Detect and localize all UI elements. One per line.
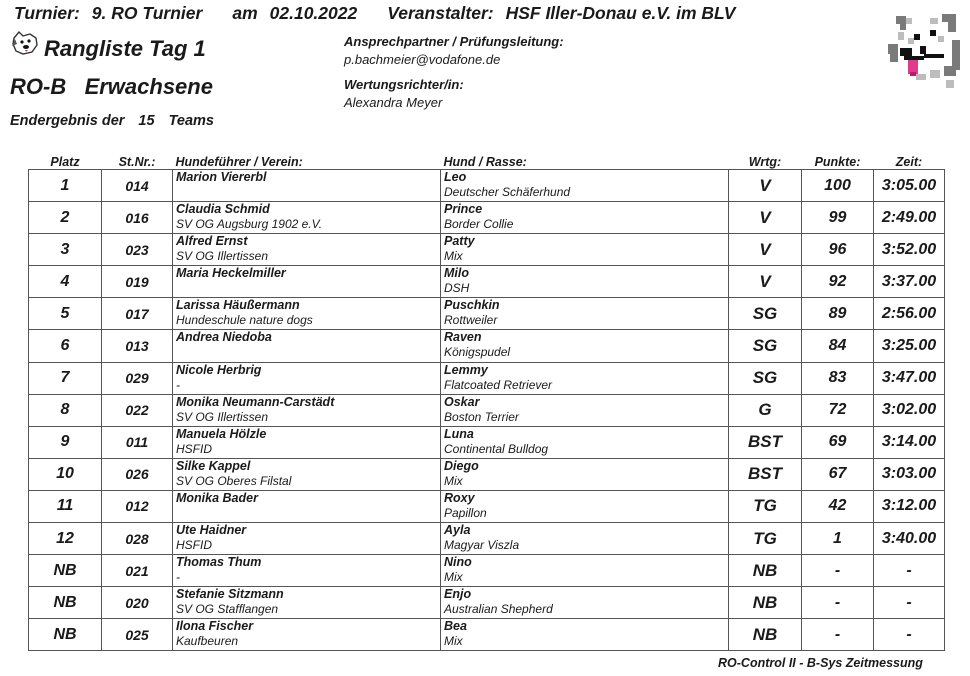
time-cell: 3:25.00 — [874, 330, 945, 362]
table-row — [29, 458, 945, 490]
handler-cell — [173, 426, 441, 458]
result-summary — [10, 113, 214, 129]
start-no-cell: 029 — [102, 362, 173, 394]
dog-name: Bea — [444, 619, 467, 634]
points-cell: 99 — [802, 202, 874, 234]
place-cell: 8 — [29, 394, 102, 426]
handler-club: HSFID — [176, 538, 212, 553]
table-row — [29, 266, 945, 298]
dog-cell — [441, 523, 729, 555]
dog-cell — [441, 555, 729, 587]
handler-club: HSFID — [176, 441, 212, 456]
handler-cell — [173, 587, 441, 619]
handler-cell — [173, 458, 441, 490]
table-row — [29, 555, 945, 587]
points-cell: 83 — [802, 362, 874, 394]
points-cell: 84 — [802, 330, 874, 362]
time-cell: - — [874, 619, 945, 651]
handler-club: - — [176, 570, 180, 585]
dog-cell — [441, 587, 729, 619]
start-no-cell: 020 — [102, 587, 173, 619]
rating-cell: V — [729, 170, 802, 202]
time-cell: 3:14.00 — [874, 426, 945, 458]
handler-cell — [173, 298, 441, 330]
dog-breed: Continental Bulldog — [444, 441, 549, 456]
points-cell: 89 — [802, 298, 874, 330]
time-cell: - — [874, 587, 945, 619]
rating-cell: TG — [729, 490, 802, 522]
dog-name: Luna — [444, 426, 474, 441]
organizer-name: HSF Iller-Donau e.V. im BLV — [505, 3, 736, 23]
dog-cell — [441, 170, 729, 202]
start-no-cell: 014 — [102, 170, 173, 202]
time-cell: 3:52.00 — [874, 234, 945, 266]
rating-cell: SG — [729, 330, 802, 362]
handler-name: Silke Kappel — [176, 458, 251, 473]
handler-club: Hundeschule nature dogs — [176, 313, 313, 328]
handler-name: Ute Haidner — [176, 523, 247, 538]
dog-name: Leo — [444, 170, 467, 184]
time-cell: 3:03.00 — [874, 458, 945, 490]
dog-breed: Deutscher Schäferhund — [444, 185, 571, 199]
class-name: Erwachsene — [84, 74, 213, 99]
dog-name: Puschkin — [444, 298, 500, 313]
table-row — [29, 170, 945, 202]
rating-cell: NB — [729, 587, 802, 619]
dog-cell — [441, 490, 729, 522]
dog-cell — [441, 394, 729, 426]
place-cell: 3 — [29, 234, 102, 266]
start-no-cell: 019 — [102, 266, 173, 298]
time-cell: - — [874, 555, 945, 587]
handler-cell — [173, 555, 441, 587]
results-table — [28, 154, 945, 651]
points-cell: 72 — [802, 394, 874, 426]
table-row — [29, 394, 945, 426]
handler-cell — [173, 394, 441, 426]
start-no-cell: 028 — [102, 523, 173, 555]
handler-name: Alfred Ernst — [176, 234, 248, 249]
pixel-dog-icon — [886, 10, 964, 100]
handler-name: Larissa Häußermann — [176, 298, 300, 313]
handler-cell — [173, 330, 441, 362]
dog-name: Enjo — [444, 587, 472, 602]
table-header-row — [29, 154, 945, 170]
handler-club: Kaufbeuren — [176, 634, 239, 649]
rating-cell: G — [729, 394, 802, 426]
col-start-no: St.Nr.: — [118, 155, 156, 169]
time-cell: 2:56.00 — [874, 298, 945, 330]
table-row — [29, 619, 945, 651]
time-cell: 3:47.00 — [874, 362, 945, 394]
place-cell: NB — [29, 555, 102, 587]
dog-cell — [441, 362, 729, 394]
start-no-cell: 016 — [102, 202, 173, 234]
dog-breed: Border Collie — [444, 217, 514, 232]
organizer-label: Veranstalter: — [387, 3, 494, 23]
place-cell: NB — [29, 619, 102, 651]
points-cell: 92 — [802, 266, 874, 298]
dog-breed: Königspudel — [444, 345, 511, 360]
rating-cell: NB — [729, 555, 802, 587]
dog-breed: Mix — [444, 634, 463, 649]
points-cell: 67 — [802, 458, 874, 490]
dog-breed: Rottweiler — [444, 313, 498, 328]
points-cell: 1 — [802, 523, 874, 555]
dog-breed: DSH — [444, 281, 470, 296]
dog-breed: Australian Shepherd — [444, 602, 553, 617]
start-no-cell: 021 — [102, 555, 173, 587]
time-cell: 3:12.00 — [874, 490, 945, 522]
dog-name: Prince — [444, 202, 483, 217]
rating-cell: V — [729, 266, 802, 298]
dog-cell — [441, 458, 729, 490]
col-points: Punkte: — [814, 155, 861, 169]
handler-name: Stefanie Sitzmann — [176, 587, 284, 602]
rating-cell: SG — [729, 362, 802, 394]
table-row — [29, 587, 945, 619]
time-cell: 3:37.00 — [874, 266, 945, 298]
start-no-cell: 013 — [102, 330, 173, 362]
handler-club: SV OG Oberes Filstal — [176, 473, 292, 488]
time-cell: 3:02.00 — [874, 394, 945, 426]
handler-cell — [173, 362, 441, 394]
table-row — [29, 523, 945, 555]
rating-cell: V — [729, 202, 802, 234]
points-cell: 69 — [802, 426, 874, 458]
table-row — [29, 234, 945, 266]
points-cell: - — [802, 587, 874, 619]
dog-cell — [441, 330, 729, 362]
handler-cell — [173, 234, 441, 266]
time-cell: 3:40.00 — [874, 523, 945, 555]
col-handler: Hundeführer / Verein: — [175, 155, 303, 169]
place-cell: 5 — [29, 298, 102, 330]
table-row — [29, 298, 945, 330]
class-code: RO-B — [10, 74, 67, 99]
tournament-label: Turnier: — [14, 3, 80, 23]
dog-name: Nino — [444, 555, 472, 570]
place-cell: 6 — [29, 330, 102, 362]
results-body — [29, 170, 945, 651]
handler-club: SV OG Illertissen — [176, 409, 269, 424]
dog-cell — [441, 426, 729, 458]
date-label: am — [232, 3, 258, 23]
handler-name: Maria Heckelmiller — [176, 266, 286, 281]
dog-breed: Magyar Viszla — [444, 538, 520, 553]
points-cell: 100 — [802, 170, 874, 202]
handler-name: Claudia Schmid — [176, 202, 270, 217]
dog-name: Oskar — [444, 394, 480, 409]
tournament-header — [14, 3, 747, 24]
place-cell: 7 — [29, 362, 102, 394]
start-no-cell: 011 — [102, 426, 173, 458]
time-cell: 2:49.00 — [874, 202, 945, 234]
contact-label: Ansprechpartner / Prüfungsleitung: — [344, 34, 564, 49]
table-row — [29, 490, 945, 522]
tournament-date: 02.10.2022 — [269, 3, 358, 23]
rating-cell: NB — [729, 619, 802, 651]
handler-name: Manuela Hölzle — [176, 426, 267, 441]
table-row — [29, 426, 945, 458]
dog-head-icon — [10, 30, 40, 56]
handler-cell — [173, 202, 441, 234]
handler-cell — [173, 266, 441, 298]
handler-name: Andrea Niedoba — [176, 330, 272, 345]
class-title — [10, 74, 213, 100]
start-no-cell: 025 — [102, 619, 173, 651]
handler-name: Marion Viererbl — [176, 170, 267, 184]
dog-cell — [441, 266, 729, 298]
dog-name: Raven — [444, 330, 482, 345]
rating-cell: BST — [729, 426, 802, 458]
dog-name: Diego — [444, 458, 479, 473]
start-no-cell: 023 — [102, 234, 173, 266]
points-cell: - — [802, 619, 874, 651]
judge-name: Alexandra Meyer — [344, 95, 443, 110]
place-cell: NB — [29, 587, 102, 619]
dog-name: Milo — [444, 266, 469, 281]
place-cell: 12 — [29, 523, 102, 555]
handler-club: SV OG Illertissen — [176, 249, 269, 264]
col-dog: Hund / Rasse: — [443, 155, 527, 169]
handler-cell — [173, 170, 441, 202]
dog-name: Ayla — [444, 523, 471, 538]
dog-breed: Mix — [444, 249, 463, 264]
dog-breed: Flatcoated Retriever — [444, 377, 553, 392]
col-rating: Wrtg: — [748, 155, 782, 169]
handler-name: Thomas Thum — [176, 555, 262, 570]
table-row — [29, 330, 945, 362]
dog-breed: Mix — [444, 473, 463, 488]
handler-cell — [173, 523, 441, 555]
rating-cell: BST — [729, 458, 802, 490]
place-cell: 4 — [29, 266, 102, 298]
place-cell: 11 — [29, 490, 102, 522]
place-cell: 1 — [29, 170, 102, 202]
col-place: Platz — [50, 155, 80, 169]
points-cell: - — [802, 555, 874, 587]
place-cell: 10 — [29, 458, 102, 490]
start-no-cell: 012 — [102, 490, 173, 522]
start-no-cell: 026 — [102, 458, 173, 490]
handler-club: - — [176, 377, 180, 392]
dog-breed: Mix — [444, 570, 463, 585]
dog-cell — [441, 234, 729, 266]
start-no-cell: 022 — [102, 394, 173, 426]
place-cell: 9 — [29, 426, 102, 458]
result-suffix: Teams — [168, 113, 214, 129]
rating-cell: TG — [729, 523, 802, 555]
col-time: Zeit: — [895, 155, 923, 169]
contact-email: p.bachmeier@vodafone.de — [344, 52, 501, 67]
tournament-name: 9. RO Turnier — [91, 3, 203, 23]
handler-club: SV OG Stafflangen — [176, 602, 279, 617]
team-count: 15 — [138, 113, 155, 129]
handler-cell — [173, 619, 441, 651]
dog-name: Patty — [444, 234, 475, 249]
start-no-cell: 017 — [102, 298, 173, 330]
time-cell: 3:05.00 — [874, 170, 945, 202]
place-cell: 2 — [29, 202, 102, 234]
dog-name: Lemmy — [444, 362, 488, 377]
points-cell: 42 — [802, 490, 874, 522]
dog-cell — [441, 298, 729, 330]
rating-cell: V — [729, 234, 802, 266]
handler-name: Monika Neumann-Carstädt — [176, 394, 335, 409]
handler-name: Nicole Herbrig — [176, 362, 262, 377]
dog-cell — [441, 202, 729, 234]
result-prefix: Endergebnis der — [10, 113, 125, 129]
page-title: Rangliste Tag 1 — [44, 36, 206, 61]
dog-breed: Papillon — [444, 505, 487, 520]
dog-name: Roxy — [444, 490, 475, 505]
handler-cell — [173, 490, 441, 522]
footer-note: RO-Control II - B-Sys Zeitmessung — [718, 656, 923, 670]
dog-breed: Boston Terrier — [444, 409, 519, 424]
handler-name: Monika Bader — [176, 490, 258, 505]
table-row — [29, 202, 945, 234]
points-cell: 96 — [802, 234, 874, 266]
handler-name: Ilona Fischer — [176, 619, 254, 634]
handler-club: SV OG Augsburg 1902 e.V. — [176, 217, 323, 232]
rating-cell: SG — [729, 298, 802, 330]
table-row — [29, 362, 945, 394]
judge-label: Wertungsrichter/in: — [344, 77, 464, 92]
dog-cell — [441, 619, 729, 651]
